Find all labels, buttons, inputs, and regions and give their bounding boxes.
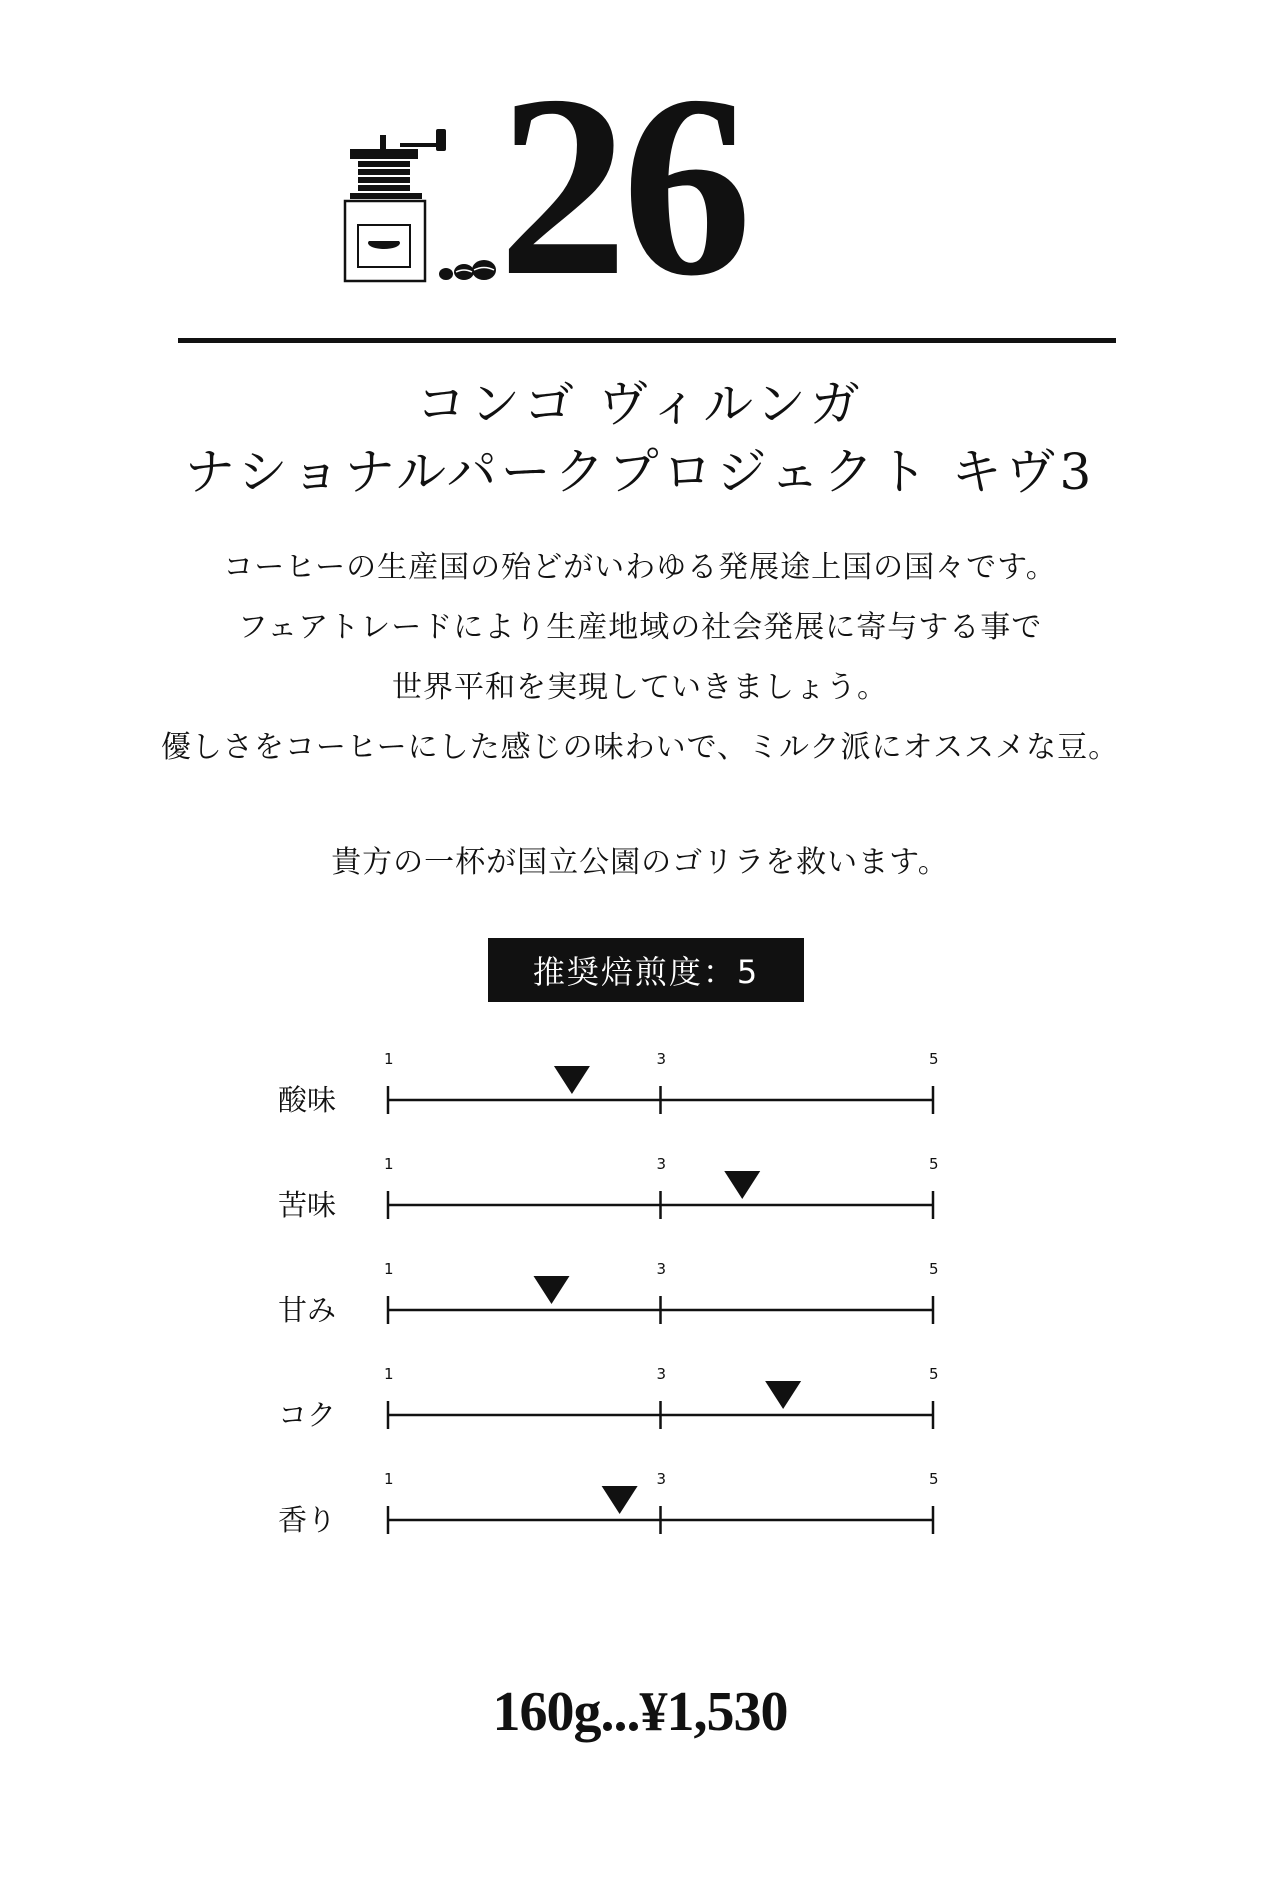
scale-tick-label: 1 [384,1155,394,1173]
coffee-beans-icon [436,256,496,284]
description-line: 優しさをコーヒーにした感じの味わいで、ミルク派にオススメな豆。 [160,730,1120,765]
scale-label: コク [278,1398,337,1432]
roast-level-badge: 推奨焙煎度：5 [488,938,804,1002]
scale-tick-label: 5 [929,1050,939,1068]
scale-tick-label: 1 [384,1260,394,1278]
product-number: 26 [498,42,746,330]
description-line: コーヒーの生産国の殆どがいわゆる発展途上国の国々です。 [223,550,1057,585]
scale-tick-label: 1 [384,1050,394,1068]
scale-tick-label: 3 [656,1050,667,1068]
scale-marker [602,1486,638,1514]
scale-marker [554,1066,590,1094]
title-line-2: ナショナルパークプロジェクト キヴ3 [184,443,1096,501]
scale-tick-label: 5 [929,1155,939,1173]
title-line-1: コンゴ ヴィルンガ [416,375,864,433]
scale-tick-label: 5 [929,1470,939,1488]
scale-label: 甘み [278,1293,337,1327]
scale-tick-label: 3 [656,1260,667,1278]
scale-tick-label: 1 [384,1365,394,1383]
scale-tick-label: 1 [384,1470,394,1488]
scale-tick-label: 3 [656,1470,667,1488]
product-title [0,370,1280,506]
scale-tick-label: 3 [656,1155,667,1173]
scale-marker [724,1171,760,1199]
divider [178,338,1116,343]
scale-label: 酸味 [278,1083,337,1117]
scale-label: 香り [278,1503,337,1537]
tagline: 貴方の一杯が国立公園のゴリラを救います。 [331,845,949,880]
taste-rating-scales [0,1040,1280,1580]
coffee-grinder-icon [340,125,450,285]
scale-label: 苦味 [278,1188,337,1222]
price: 160g...¥1,530 [492,1681,788,1743]
scale-marker [765,1381,801,1409]
description-line: フェアトレードにより生産地域の社会発展に寄与する事で [237,610,1043,645]
scale-marker [534,1276,570,1304]
scale-tick-label: 5 [929,1365,939,1383]
scale-tick-label: 3 [656,1365,667,1383]
scale-tick-label: 5 [929,1260,939,1278]
header [0,0,1280,330]
description-line: 世界平和を実現していきましょう。 [392,670,888,705]
description [0,538,1280,778]
